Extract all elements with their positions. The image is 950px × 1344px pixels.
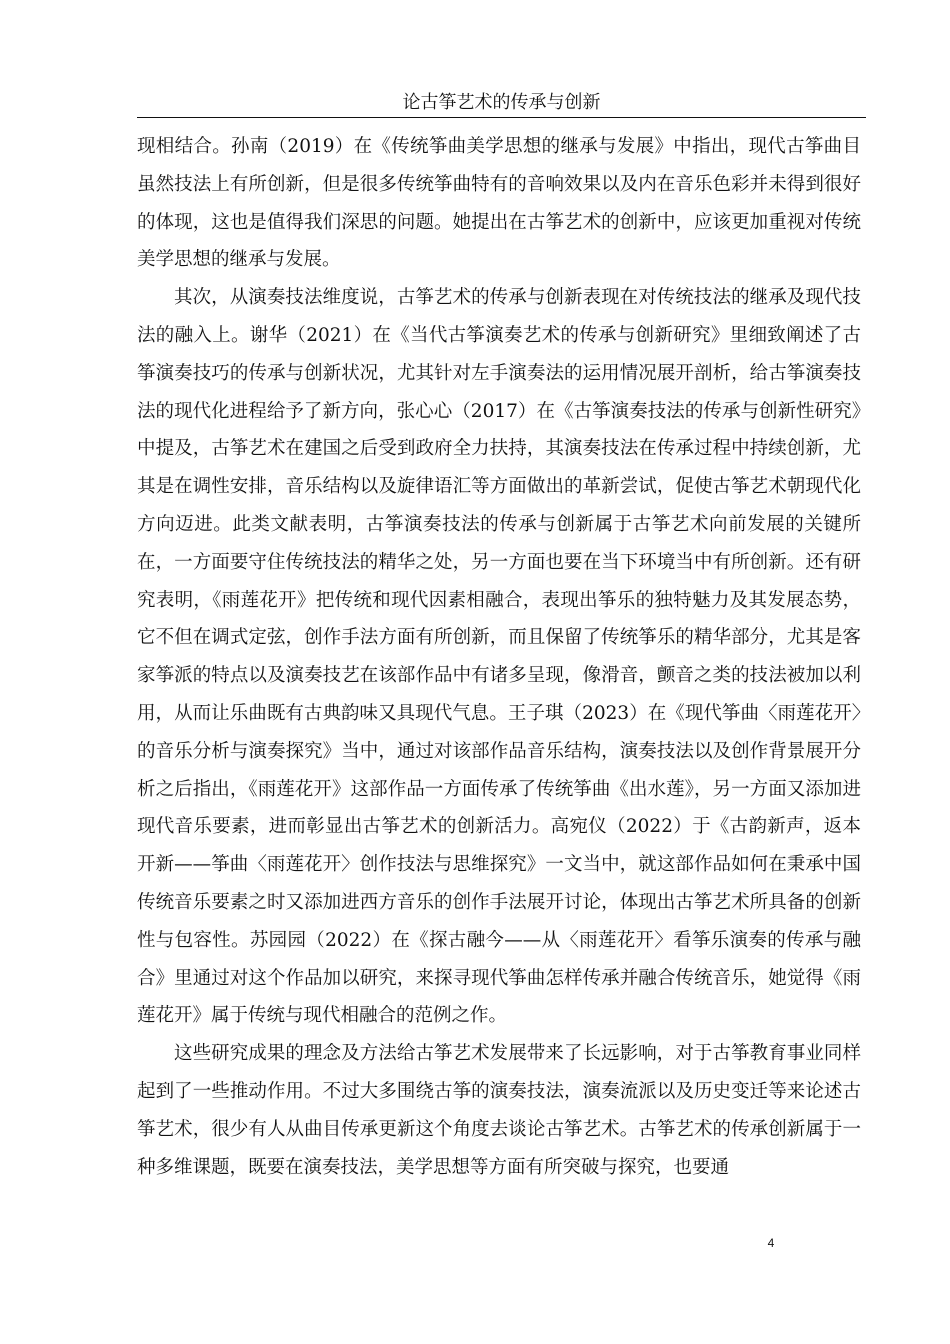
header-rule (137, 117, 866, 118)
body-text (137, 128, 861, 1186)
running-header: 论古筝艺术的传承与创新 (402, 92, 601, 113)
paragraph: 其次，从演奏技法维度说，古筝艺术的传承与创新表现在对传统技法的继承及现代技法的融入上。谢华（2021）在《当代古筝演奏艺术的传承与创新研究》里细致阐述了古筝演奏技巧的传承与创新状况，尤其针对左手演奏法的运用情况展开剖析，给古筝演奏技法的现代化进程给予了新方向，张心心（2017）在《古筝演奏技法的传承与创新性研究》中提及，古筝艺术在建国之后受到政府全力扶持，其演奏技法在传承过程中持续创新，尤其是在调性安排，音乐结构以及旋律语汇等方面做出的革新尝试，促使古筝艺术朝现代化方向迈进。此类文献表明，古筝演奏技法的传承与创新属于古筝艺术向前发展的关键所在，一方面要守住传统技法的精华之处，另一方面也要在当下环境当中有所创新。还有研究表明，《雨莲花开》把传统和现代因素相融合，表现出筝乐的独特魅力及其发展态势，它不但在调式定弦，创作手法方面有所创新，而且保留了传统筝乐的精华部分，尤其是客家筝派的特点以及演奏技艺在该部作品中有诸多呈现，像滑音，颤音之类的技法被加以利用，从而让乐曲既有古典韵味又具现代气息。王子琪（2023）在《现代筝曲〈雨莲花开〉的音乐分析与演奏探究》当中，通过对该部作品音乐结构，演奏技法以及创作背景展开分析之后指出，《雨莲花开》这部作品一方面传承了传统筝曲《出水莲》，另一方面又添加进现代音乐要素，进而彰显出古筝艺术的创新活力。高宛仪（2022）于《古韵新声，返本开新——筝曲〈雨莲花开〉创作技法与思维探究》一文当中，就这部作品如何在秉承中国传统音乐要素之时又添加进西方音乐的创作手法展开讨论，体现出古筝艺术所具备的创新性与包容性。苏园园（2022）在《探古融今——从〈雨莲花开〉看筝乐演奏的传承与融合》里通过对这个作品加以研究，来探寻现代筝曲怎样传承并融合传统音乐，她觉得《雨莲花开》属于传统与现代相融合的范例之作。 (137, 287, 861, 1027)
paragraph: 现相结合。孙南（2019）在《传统筝曲美学思想的继承与发展》中指出，现代古筝曲目虽然技法上有所创新，但是很多传统筝曲特有的音响效果以及内在音乐色彩并未得到很好的体现，这也是值得我们深思的问题。她提出在古筝艺术的创新中，应该更加重视对传统美学思想的继承与发展。 (137, 136, 861, 271)
page-number-value: 4 (767, 1236, 775, 1250)
paragraph: 这些研究成果的理念及方法给古筝艺术发展带来了长远影响，对于古筝教育事业同样起到了一些推动作用。不过大多围绕古筝的演奏技法，演奏流派以及历史变迁等来论述古筝艺术，很少有人从曲目传承更新这个角度去谈论古筝艺术。古筝艺术的传承创新属于一种多维课题，既要在演奏技法，美学思想等方面有所突破与探究，也要通 (137, 1043, 861, 1178)
page-number (0, 1236, 776, 1250)
